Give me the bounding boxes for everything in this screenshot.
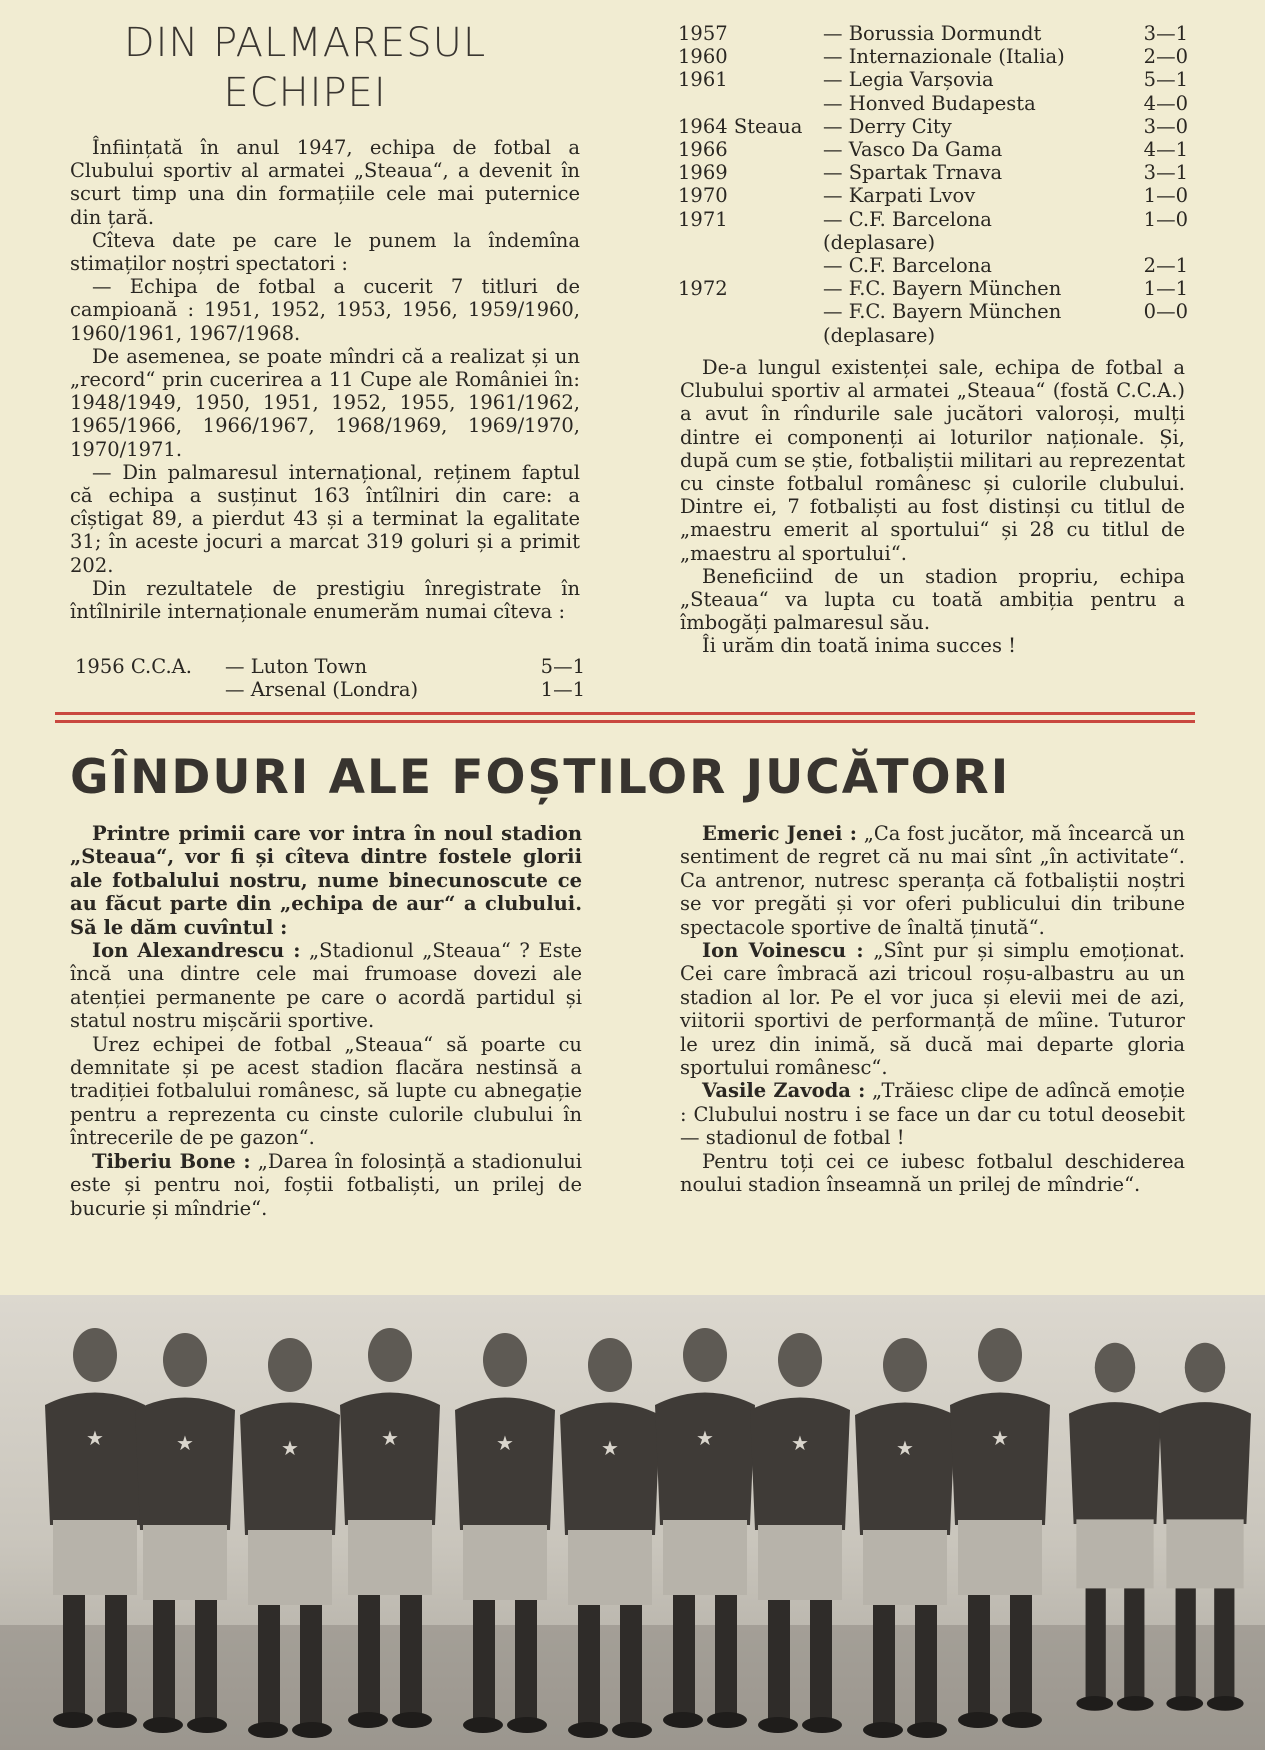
result-opponent: — C.F. Barcelona xyxy=(823,254,992,278)
result-year: 1970 xyxy=(678,184,728,208)
svg-text:★: ★ xyxy=(381,1426,399,1450)
result-opponent: (deplasare) xyxy=(823,323,936,347)
result-score: 1—0 xyxy=(1143,207,1188,231)
result-score: 4—1 xyxy=(1143,138,1188,162)
result-opponent: — Derry City xyxy=(823,114,952,138)
quote xyxy=(680,1150,1185,1197)
result-row xyxy=(678,254,1188,277)
svg-text:★: ★ xyxy=(496,1431,514,1455)
quote-text: „Ca fost jucător, mă încearcă un sentiment de regret că nu mai sînt „în activitate“. Ca antrenor, nutresc speranța că fotbaliștii noștri se vor pregăti și vor oferi publicului din tribune spectacole sportive de înaltă ținută“. xyxy=(680,822,1185,939)
svg-text:★: ★ xyxy=(696,1426,714,1450)
result-row xyxy=(678,277,1188,300)
result-score xyxy=(1131,231,1188,254)
result-opponent: — Arsenal (Londra) xyxy=(225,678,419,702)
speaker-name: Vasile Zavoda : xyxy=(702,1079,866,1103)
result-score: 3—1 xyxy=(1143,22,1188,45)
svg-text:★: ★ xyxy=(896,1436,914,1460)
result-opponent: — Karpati Lvov xyxy=(823,184,976,208)
results-table-left xyxy=(75,655,585,701)
quote xyxy=(70,939,582,1033)
paragraph: Îi urăm din toată inima succes ! xyxy=(702,634,1017,658)
svg-text:★: ★ xyxy=(281,1436,299,1460)
result-score: 3—1 xyxy=(1143,161,1188,185)
result-row xyxy=(678,138,1188,161)
result-opponent: — Borussia Dormundt xyxy=(823,22,1042,45)
svg-text:★: ★ xyxy=(991,1426,1009,1450)
result-year: 1969 xyxy=(678,161,728,185)
paragraph: Beneficiind de un stadion propriu, echipa „Steaua“ va lupta cu toată ambiția pentru a îmbogăți palmaresul său. xyxy=(680,564,1185,635)
separator-rule xyxy=(55,712,1195,715)
result-score: 0—0 xyxy=(1143,300,1188,324)
result-opponent: — F.C. Bayern München xyxy=(823,300,1062,324)
result-row xyxy=(678,45,1188,68)
result-opponent: — Internazionale (Italia) xyxy=(823,45,1065,69)
result-row xyxy=(678,324,1188,347)
result-row xyxy=(678,231,1188,254)
result-score xyxy=(1131,324,1188,347)
result-row xyxy=(678,22,1188,45)
paragraph: Din rezultatele de prestigiu înregistrate în întîlnirile internaționale enumerăm numai cîteva : xyxy=(70,576,580,624)
quote-text: „Sînt pur și simplu emoționat. Cei care îmbracă azi tricoul roșu-albastru au un stadion al lor. Pe el vor juca și elevii mei de azi, viitorii sportivi de performanță de mîine. Tuturor le urez din inimă, să ducă mai departe gloria sportului românesc“. xyxy=(680,939,1186,1080)
svg-text:★: ★ xyxy=(791,1431,809,1455)
paragraph: De asemenea, se poate mîndri că a realizat și un „record“ prin cucerirea a 11 Cupe ale României în: 1948/1949, 1950, 1951, 1952, 1955, 1961/1962, 1965/1966, 1966/1967, 1968/1969, 1969/1970, 1970/1971. xyxy=(70,344,580,461)
quote xyxy=(70,1033,582,1150)
result-row xyxy=(75,655,585,678)
result-year: 1972 xyxy=(678,277,728,301)
result-row xyxy=(678,115,1188,138)
result-year: 1971 xyxy=(678,207,728,231)
svg-text:★: ★ xyxy=(176,1431,194,1455)
paragraph: Înființată în anul 1947, echipa de fotbal a Clubului sportiv al armatei „Steaua“, a devenit în scurt timp una din formațiile cele mai puternice din țară. xyxy=(70,136,580,229)
results-table-right xyxy=(678,22,1188,347)
result-year xyxy=(678,324,823,347)
result-row xyxy=(75,678,585,701)
result-row xyxy=(678,300,1188,323)
left-column xyxy=(70,136,580,623)
paragraph: Cîteva date pe care le punem la îndemîna stimaților noștri spectatori : xyxy=(70,228,580,276)
result-row xyxy=(678,208,1188,231)
quotes-right-column xyxy=(680,822,1185,1197)
article-title-line1: DIN PALMARESUL xyxy=(123,20,487,66)
paragraph: — Echipa de fotbal a cucerit 7 titluri de campioană : 1951, 1952, 1953, 1956, 1959/1960, 1960/1961, 1967/1968. xyxy=(70,275,580,345)
result-opponent: — Luton Town xyxy=(225,655,368,678)
result-opponent: — F.C. Bayern München xyxy=(823,277,1062,301)
quotes-left-column xyxy=(70,822,582,1220)
result-year xyxy=(678,231,823,254)
quote xyxy=(70,1150,582,1220)
result-year: 1961 xyxy=(678,68,728,92)
quote-text: Pentru toți cei ce iubesc fotbalul deschiderea noului stadion înseamnă un prilej de mîndrie“. xyxy=(680,1149,1185,1197)
result-row xyxy=(678,161,1188,184)
result-score: 1—0 xyxy=(1143,184,1188,208)
paragraph: De-a lungul existenței sale, echipa de fotbal a Clubului sportiv al armatei „Steaua“ (fostă C.C.A.) a avut în rîndurile sale jucători valoroși, mulți dintre ei componenți ai loturilor naționale. Și, după cum se știe, fotbaliștii militari au reprezentat cu cinste fotbalul românesc și culorile clubului. Dintre ei, 7 fotbaliști au fost distinși cu titlul de „maestru emerit al sportului“ și 28 cu titlul de „maestru al sportului“. xyxy=(680,356,1185,565)
result-score: 4—0 xyxy=(1143,91,1188,115)
result-year xyxy=(678,300,823,323)
result-year: 1956 C.C.A. xyxy=(75,655,192,678)
svg-text:★: ★ xyxy=(86,1426,104,1450)
result-year xyxy=(678,254,823,277)
svg-text:★: ★ xyxy=(601,1436,619,1460)
result-opponent: — Legia Varșovia xyxy=(823,68,994,92)
right-column xyxy=(680,356,1185,658)
result-row xyxy=(678,184,1188,207)
quote xyxy=(680,939,1185,1079)
result-row xyxy=(678,92,1188,115)
article-title xyxy=(70,18,540,118)
result-year xyxy=(678,92,823,115)
result-score: 1—1 xyxy=(540,678,585,702)
result-opponent: — C.F. Barcelona xyxy=(823,207,992,231)
quote-text: „Darea în folosință a stadionului este și pentru noi, foștii fotbaliști, un prilej de bucurie și mîndrie“. xyxy=(70,1149,582,1220)
quote-text: Urez echipei de fotbal „Steaua“ să poarte cu demnitate și pe acest stadion flacăra nestinsă a tradiției fotbalului românesc, să lupte cu abnegație pentru a reprezenta cu cinste culorile clubului în întrecerile de pe gazon“. xyxy=(70,1032,582,1150)
speaker-name: Ion Alexandrescu : xyxy=(92,939,301,963)
quote-text: „Stadionul „Steaua“ ? Este încă una dintre cele mai frumoase dovezi ale atenției permanente pe care o acordă partidul și statul nostru mișcării sportive. xyxy=(70,939,582,1033)
speaker-name: Emeric Jenei : xyxy=(702,822,857,845)
result-year xyxy=(75,678,225,701)
result-opponent: — Vasco Da Gama xyxy=(823,138,1003,162)
result-score: 5—1 xyxy=(1143,68,1188,92)
speaker-name: Tiberiu Bone : xyxy=(92,1149,251,1173)
quote-text: „Trăiesc clipe de adîncă emoție : Clubului nostru i se face un dar cu totul deosebit — stadionul de fotbal ! xyxy=(680,1079,1186,1150)
speaker-name: Ion Voinescu : xyxy=(702,939,864,963)
team-photo xyxy=(0,1295,1265,1750)
result-year: 1957 xyxy=(678,22,728,45)
section-title: GÎNDURI ALE FOȘTILOR JUCĂTORI xyxy=(70,750,1011,805)
result-score: 3—0 xyxy=(1143,114,1188,138)
result-year: 1964 Steaua xyxy=(678,114,803,138)
intro-paragraph: Printre primii care vor intra în noul stadion „Steaua“, vor fi și cîteva dintre fostele glorii ale fotbalului nostru, nume binecunoscute ce au făcut parte din „echipa de aur“ a clubului. Să le dăm cuvîntul : xyxy=(70,822,582,939)
result-score: 2—0 xyxy=(1143,45,1188,69)
quote xyxy=(680,1079,1185,1149)
result-row xyxy=(678,68,1188,91)
paragraph: — Din palmaresul internațional, reținem faptul că echipa a susținut 163 întîlniri din care: a cîștigat 89, a pierdut 43 și a terminat la egalitate 31; în aceste jocuri a marcat 319 goluri și a primit 202. xyxy=(70,460,580,577)
result-opponent: — Spartak Trnava xyxy=(823,161,1003,185)
result-year: 1966 xyxy=(678,138,728,162)
result-opponent: — Honved Budapesta xyxy=(823,91,1036,115)
result-score: 2—1 xyxy=(1143,254,1188,278)
result-year: 1960 xyxy=(678,45,728,69)
result-opponent: (deplasare) xyxy=(823,230,936,254)
article-title-line2: ECHIPEI xyxy=(223,70,387,116)
result-score: 1—1 xyxy=(1143,277,1188,301)
quote xyxy=(680,822,1185,939)
result-score: 5—1 xyxy=(540,655,585,678)
separator-rule xyxy=(55,720,1195,723)
